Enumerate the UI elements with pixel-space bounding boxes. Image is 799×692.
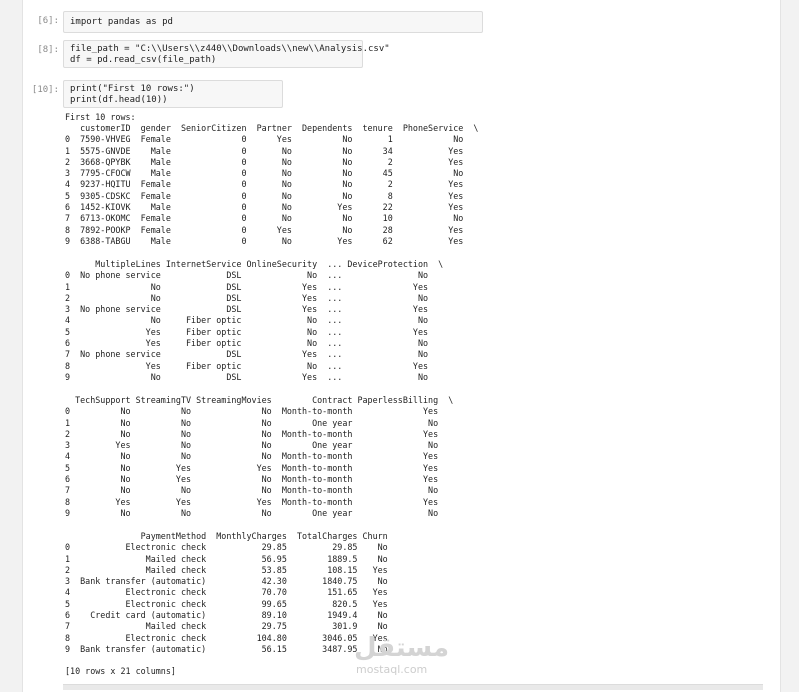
watermark-arabic: مستقل [354,633,450,663]
output-footer: [10 rows x 21 columns] [65,666,176,676]
output-table-block-2: MultipleLines InternetService OnlineSecurity ... DeviceProtection \ 0 No phone service DSL No ... No 1 No DSL Yes ... Yes 2 No DSL Yes ... No 3 No phone service DSL Yes ... Yes 4 No Fiber optic No ... No 5 Yes Fiber optic No ... Yes 6 Yes Fiber optic No ... No 7 No phone service DSL Yes ... No 8 Yes Fiber optic No ... Yes 9 No DSL Yes ... No [65,259,444,382]
code-input[interactable]: print("First 10 rows:") print(df.head(10)) [63,80,283,108]
notebook-page [22,0,781,692]
cell-prompt: [10]: [31,85,59,95]
watermark-latin: mostaql.com [356,663,428,676]
output-table-block-3: TechSupport StreamingTV StreamingMovies Contract PaperlessBilling \ 0 No No No Month-to-month Yes 1 No No No One year No 2 No No No Month-to-month Yes 3 Yes No No One year No 4 No No No Month-to-month Yes 5 No Yes Yes Month-to-month Yes 6 No Yes No Month-to-month Yes 7 No No No Month-to-month No 8 Yes Yes Yes Month-to-month Yes 9 No No No One year No [65,395,454,518]
output-table-block-1: customerID gender SeniorCitizen Partner Dependents tenure PhoneService \ 0 7590-VHVEG Female 0 Yes No 1 No 1 5575-GNVDE Male 0 No No 34 Yes 2 3668-QPYBK Male 0 No No 2 Yes 3 7795-CFOCW Male 0 No No 45 No 4 9237-HQITU Female 0 No No 2 Yes 5 9305-CDSKC Female 0 No No 8 Yes 6 1452-KIOVK Male 0 No Yes 22 Yes 7 6713-OKOMC Female 0 No No 10 No 8 7892-POOKP Female 0 Yes No 28 Yes 9 6388-TABGU Male 0 No Yes 62 Yes [65,123,479,246]
code-input[interactable]: file_path = "C:\\Users\\z440\\Downloads\\new\\Analysis.csv" df = pd.read_csv(file_path) [63,40,363,68]
next-cell-edge [63,684,763,690]
code-input[interactable]: import pandas as pd [63,11,483,33]
cell-prompt: [8]: [37,45,59,55]
output-intro: First 10 rows: [65,112,136,122]
output-table-block-4: PaymentMethod MonthlyCharges TotalCharges Churn 0 Electronic check 29.85 29.85 No 1 Mailed check 56.95 1889.5 No 2 Mailed check 53.85 108.15 Yes 3 Bank transfer (automatic) 42.30 1840.75 No 4 Electronic check 70.70 151.65 Yes 5 Electronic check 99.65 820.5 Yes 6 Credit card (automatic) 89.10 1949.4 No 7 Mailed check 29.75 301.9 No 8 Electronic check 104.80 3046.05 Yes 9 Bank transfer (automatic) 56.15 3487.95 No [65,531,388,654]
cell-prompt: [6]: [37,16,59,26]
watermark-logo [350,633,450,681]
